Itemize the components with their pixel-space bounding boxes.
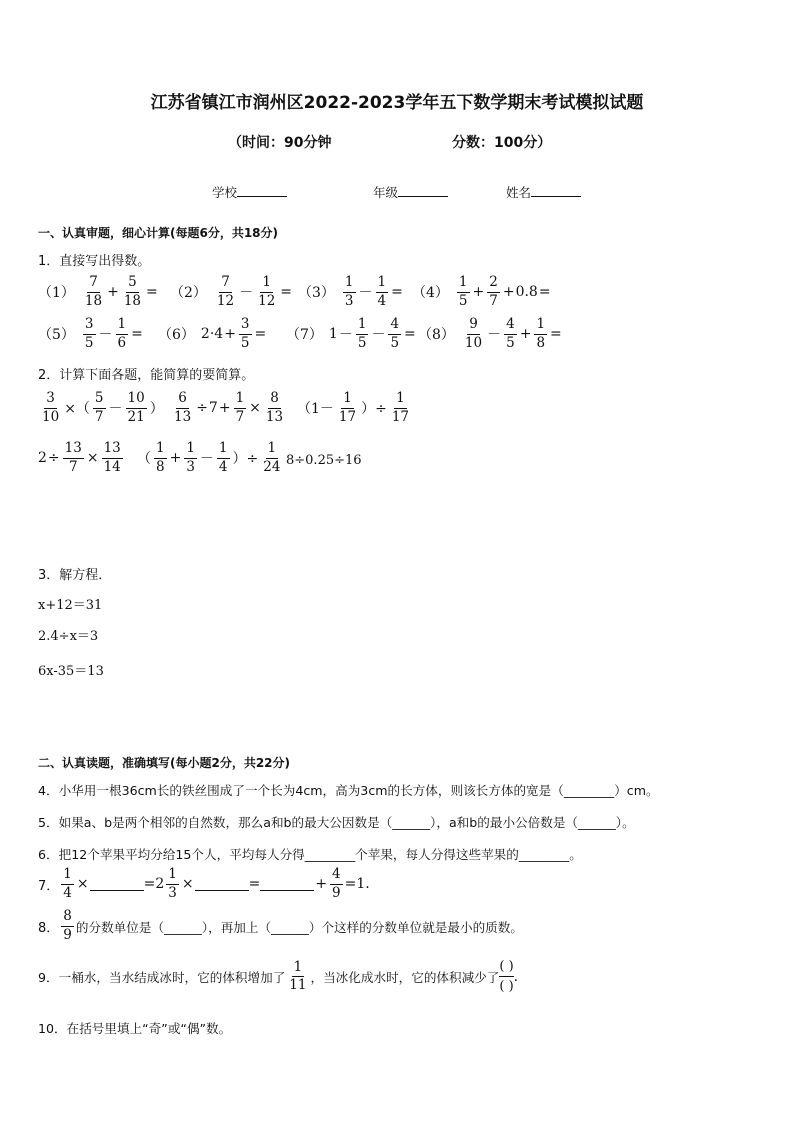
exam-time: （时间：90分钟 <box>228 135 332 151</box>
school-label: 学校 <box>212 185 238 200</box>
q1-item-6: （6） 2·4 + $\frac{3}{5}$ = <box>158 316 267 351</box>
grade-label: 年级 <box>373 185 399 200</box>
school-field[interactable] <box>212 183 287 201</box>
section2-title: 二、认真读题，准确填写(每小题2分，共22分) <box>38 756 291 770</box>
q2-expr-4: 2 ÷ $\frac{13}{7}$ × $\frac{13}{14}$ <box>38 440 121 475</box>
q1-item-4: （4） $\frac{1}{5}$ + $\frac{2}{7}$ + 0.8 = <box>412 274 551 309</box>
q2-expr-5: （ $\frac{1}{8}$ + $\frac{1}{3}$ － $\frac{1}{4}$ ）÷ $\frac{1}{24}$ <box>137 440 281 475</box>
q1-item-2: （2） $\frac{7}{12}$ － $\frac{1}{12}$ = <box>170 274 293 309</box>
section1-title: 一、认真审题，细心计算(每题6分，共18分) <box>38 226 279 240</box>
q8-expr: 8． $\frac{8}{9}$ 的分数单位是（______），再加上（______）个这样的分数单位就是最小的质数。 <box>38 908 523 943</box>
q7-expr: 7． $\frac{1}{4}$ × =2 $\frac{1}{3}$ × = + $\frac{4}{9}$ =1. <box>38 866 370 901</box>
grade-blank[interactable] <box>398 184 448 197</box>
q4-text: 4．小华用一根36cm长的铁丝围成了一个长为4cm，高为3cm的长方体，则该长方体的宽是（________）cm。 <box>38 783 659 798</box>
q1-item-5: （5） $\frac{3}{5}$ － $\frac{1}{6}$ = <box>38 316 143 351</box>
q7-blank-3[interactable] <box>260 878 314 891</box>
q2-expr-6: 8÷0.25÷16 <box>286 453 362 468</box>
q10-text: 10．在括号里填上“奇”或“偶”数。 <box>38 1021 232 1036</box>
q2-expr-3: （1－ $\frac{1}{17}$ ）÷ $\frac{1}{17}$ <box>297 390 410 425</box>
q9-answer-fraction[interactable]: $\frac{( )}{( )}$ <box>499 959 514 994</box>
q1-item-7: （7） 1 － $\frac{1}{5}$ － $\frac{4}{5}$ = <box>286 316 416 351</box>
q3-eq-2: 2.4÷x＝3 <box>38 629 99 644</box>
q3-stem: 3．解方程． <box>38 568 112 583</box>
q7-blank-2[interactable] <box>195 878 249 891</box>
q1-stem: 1．直接写出得数。 <box>38 254 151 269</box>
q1-item-3: （3） $\frac{1}{3}$ － $\frac{1}{4}$ = <box>298 274 403 309</box>
q3-eq-3: 6x-35＝13 <box>38 664 104 679</box>
q9-expr: 9．一桶水，当水结成冰时，它的体积增加了 $\frac{1}{11}$ ，当冰化成水时，它的体积减少了 $\frac{( )}{( )}$ . <box>38 958 519 994</box>
q2-stem: 2．计算下面各题，能简算的要简算。 <box>38 368 255 383</box>
exam-score: 分数：100分） <box>452 135 552 151</box>
q3-eq-1: x+12＝31 <box>38 598 103 613</box>
q2-expr-2: $\frac{6}{13}$ ÷ 7 + $\frac{1}{7}$ × $\frac{8}{13}$ <box>174 390 284 425</box>
q6-text: 6．把12个苹果平均分给15个人，平均每人分得________个苹果，每人分得这些苹果的________。 <box>38 847 582 862</box>
q2-expr-1: $\frac{3}{10}$ ×（ $\frac{5}{7}$ － $\frac{10}{21}$ ） <box>42 390 164 425</box>
school-blank[interactable] <box>237 184 287 197</box>
grade-field[interactable] <box>373 183 448 201</box>
name-blank[interactable] <box>531 184 581 197</box>
q7-blank-1[interactable] <box>90 878 144 891</box>
q1-item-8: （8） $\frac{9}{10}$ － $\frac{4}{5}$ + $\frac{1}{8}$ = <box>418 316 562 351</box>
q1-item-1: （1） $\frac{7}{18}$ + $\frac{5}{18}$ = <box>38 274 158 309</box>
page-title: 江苏省镇江市润州区2022-2023学年五下数学期末考试模拟试题 <box>150 93 644 113</box>
q5-text: 5．如果a、b是两个相邻的自然数，那么a和b的最大公因数是（______），a和b的最小公倍数是（______）。 <box>38 815 635 830</box>
name-field[interactable] <box>506 183 581 201</box>
name-label: 姓名 <box>506 185 532 200</box>
